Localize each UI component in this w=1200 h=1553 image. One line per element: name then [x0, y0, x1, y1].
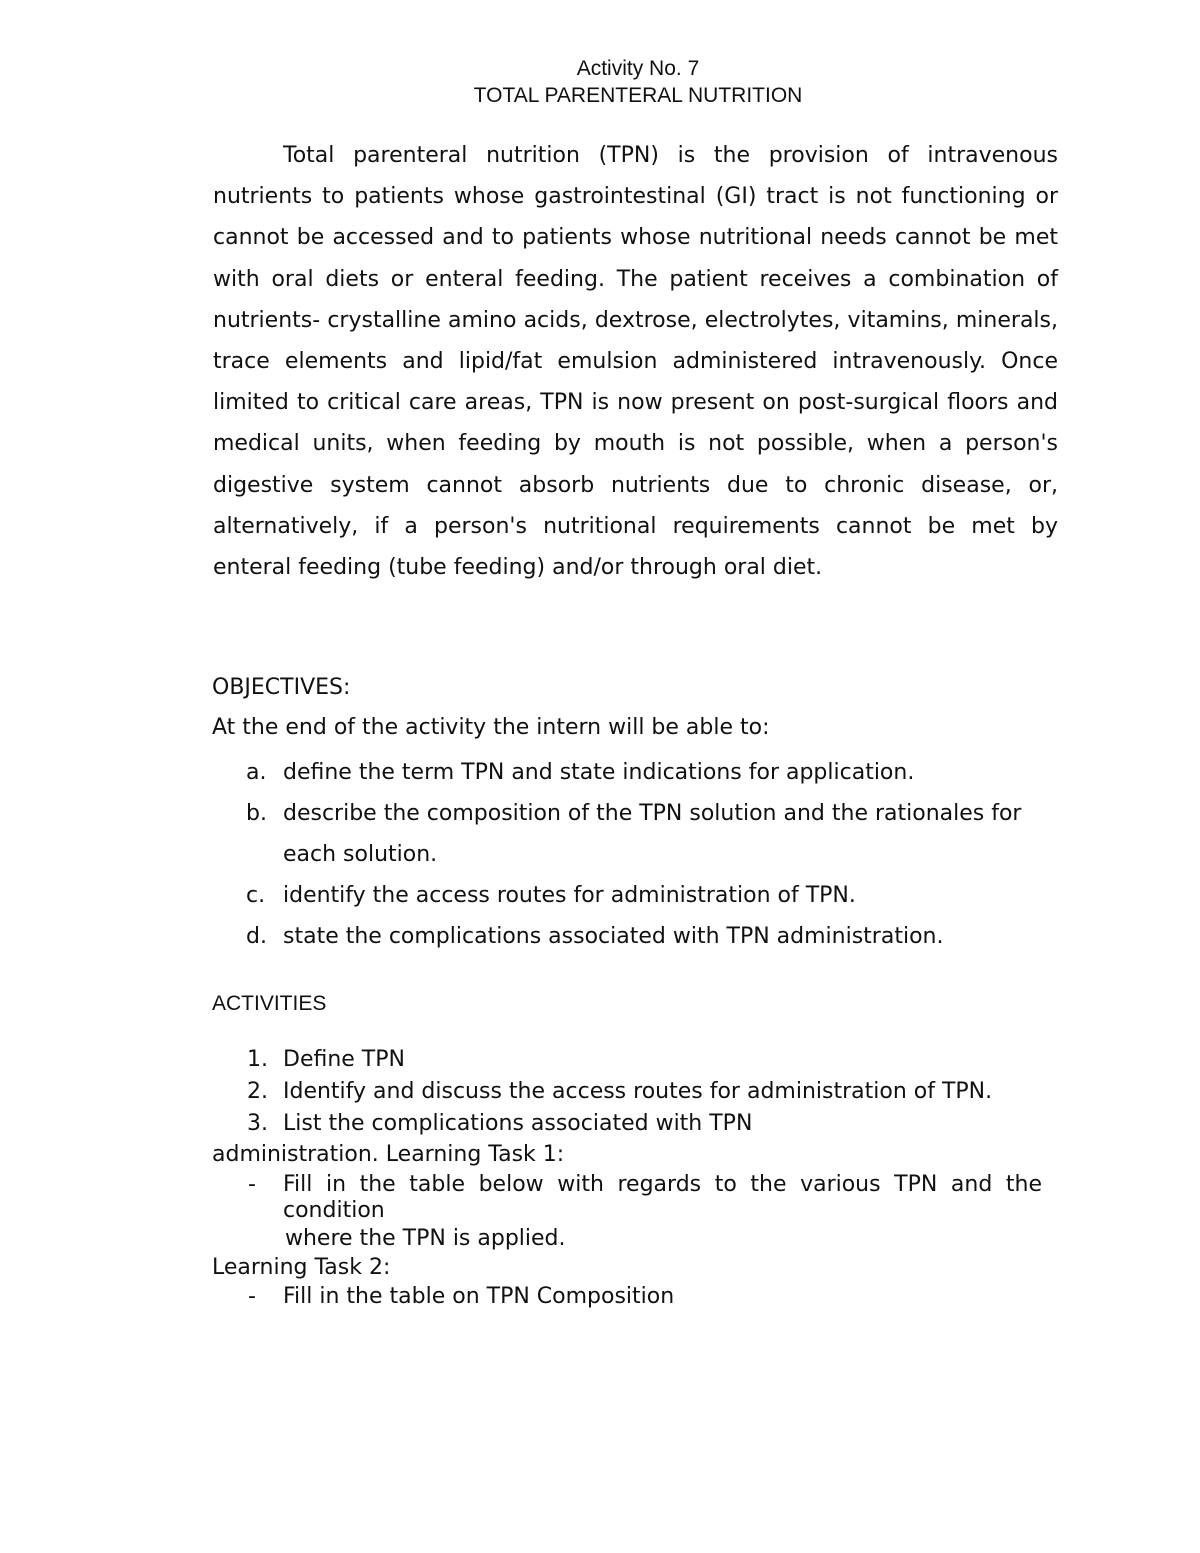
objective-text: identify the access routes for administration of TPN. [283, 883, 856, 908]
activity-item [212, 1044, 1062, 1076]
objective-item [212, 916, 1062, 957]
learning-task-1-line-2: condition [283, 1198, 385, 1223]
objective-text: describe the composition of the TPN solution and the rationales for each solution. [283, 801, 1022, 867]
intro-paragraph: Total parenteral nutrition (TPN) is the provision of intravenous nutrients to patients whose gastrointestinal (GI) tract is not functioning or cannot be accessed and to patients whose nutritional needs cannot be met with oral diets or enteral feeding. The patient receives a combination of nutrients- crystalline amino acids, dextrose, electrolytes, vitamins, minerals, trace elements and lipid/fat emulsion administered intravenously. Once limited to critical care areas, TPN is now present on post-surgical floors and medical units, when feeding by mouth is not possible, when a person's digestive system cannot absorb nutrients due to chronic disease, or, alternatively, if a person's nutritional requirements cannot be met by enteral feeding (tube feeding) and/or through oral diet. [213, 143, 1058, 581]
dash-marker: - [248, 1172, 256, 1197]
list-marker: b. [246, 801, 267, 826]
objective-item [212, 752, 1062, 793]
objective-text: define the term TPN and state indications for application. [283, 760, 915, 785]
objective-item [212, 875, 1062, 916]
activity-text: Define TPN [283, 1047, 405, 1072]
learning-task-2-label: Learning Task 2: [212, 1255, 391, 1280]
learning-task-1-line-1: Fill in the table below with regards to the various TPN and the [283, 1172, 1042, 1197]
learning-task-1-item [212, 1172, 1042, 1254]
activity-item [212, 1108, 1062, 1140]
list-marker: d. [246, 924, 267, 949]
list-marker: 2. [247, 1079, 268, 1104]
activity-item [212, 1076, 1062, 1108]
learning-task-2-item [212, 1284, 1042, 1310]
activities-heading: ACTIVITIES [212, 992, 327, 1015]
list-marker: a. [246, 760, 267, 785]
objectives-list [212, 752, 1062, 957]
activity-text: Identify and discuss the access routes for administration of TPN. [283, 1079, 993, 1104]
activity-title: Activity No. 7 [576, 57, 700, 80]
learning-task-2-text: Fill in the table on TPN Composition [283, 1284, 675, 1309]
list-marker: 1. [247, 1047, 268, 1072]
objective-text: state the complications associated with TPN administration. [283, 924, 944, 949]
activities-continuation: administration. Learning Task 1: [212, 1142, 565, 1167]
activities-list [212, 1044, 1062, 1140]
dash-marker: - [248, 1284, 256, 1309]
document-subtitle: TOTAL PARENTERAL NUTRITION [473, 84, 803, 107]
objectives-heading: OBJECTIVES: [212, 675, 351, 700]
learning-task-1-line-3: where the TPN is applied. [285, 1226, 566, 1251]
activity-text: List the complications associated with TPN [283, 1111, 753, 1136]
objectives-lead: At the end of the activity the intern will be able to: [212, 715, 770, 740]
list-marker: 3. [247, 1111, 268, 1136]
objective-item [212, 793, 1062, 875]
list-marker: c. [246, 883, 266, 908]
